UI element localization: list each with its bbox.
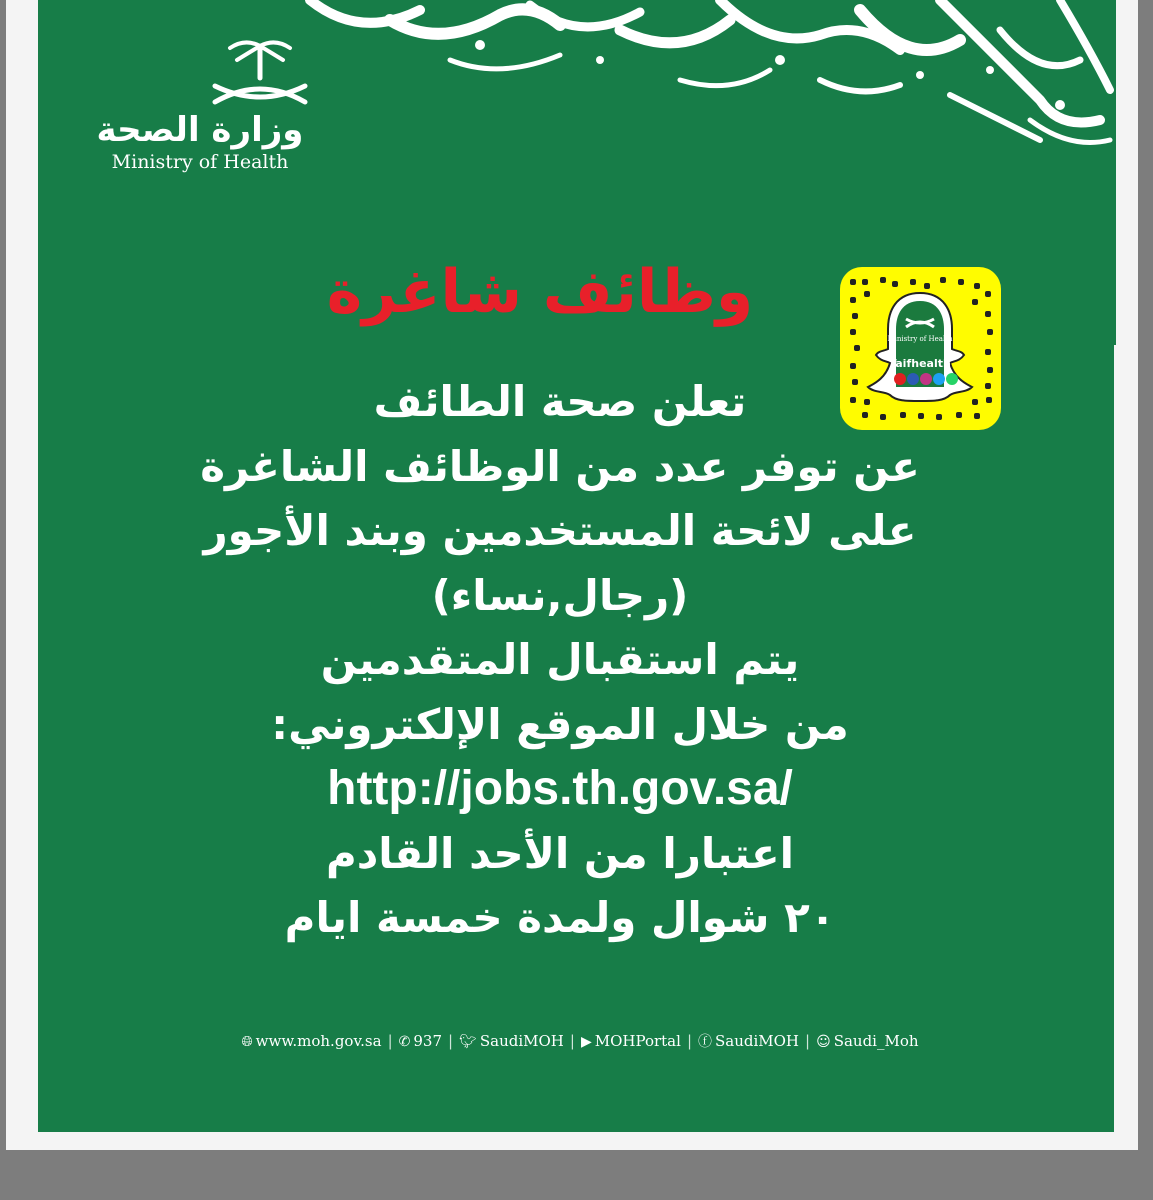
footer-separator: | [805, 1032, 811, 1050]
footer-separator: | [569, 1032, 575, 1050]
footer-item-website[interactable]: 🌐︎ www.moh.gov.sa [241, 1032, 382, 1050]
page-title: وظائف شاغرة [326, 257, 754, 327]
footer-item-youtube[interactable]: ▶ MOHPortal [580, 1032, 681, 1050]
snapchat-icon: ☺ [816, 1034, 831, 1050]
announcement-body [40, 370, 1080, 951]
palm-swords-emblem-icon [205, 38, 315, 118]
frame-right [1138, 0, 1153, 1200]
phone-icon: ✆ [398, 1034, 411, 1050]
body-line: ٢٠ شوال ولمدة خمسة ايام [284, 893, 836, 942]
logo-english-text: Ministry of Health [111, 151, 289, 173]
jobs-url-link[interactable]: http://jobs.th.gov.sa/ [327, 762, 793, 815]
snapcode-badge-text: Ministry of Health [887, 335, 953, 343]
footer-item-snapchat[interactable]: ☺ Saudi_Moh [816, 1032, 919, 1050]
footer-separator: | [448, 1032, 454, 1050]
footer-separator: | [387, 1032, 393, 1050]
logo-arabic-text: وزارة الصحة [96, 110, 304, 150]
footer-item-facebook[interactable]: ⓕ SaudiMOH [698, 1032, 800, 1050]
body-line: يتم استقبال المتقدمين [320, 635, 800, 684]
twitter-icon: 🐦︎ [459, 1034, 477, 1050]
body-line: (رجال,نساء) [431, 570, 689, 620]
footer-item-twitter[interactable]: 🐦︎ SaudiMOH [459, 1032, 564, 1050]
youtube-icon: ▶ [580, 1034, 592, 1050]
globe-icon: 🌐︎ [241, 1034, 253, 1050]
facebook-icon: ⓕ [698, 1034, 712, 1050]
ministry-logo [85, 38, 315, 178]
body-line: تعلن صحة الطائف [373, 377, 747, 426]
footer-contacts [210, 1027, 950, 1055]
body-line: من خلال الموقع الإلكتروني: [271, 699, 849, 749]
snapcode-handle: Taifhealth [889, 357, 951, 370]
footer-item-phone[interactable]: ✆ 937 [398, 1032, 443, 1050]
calligraphy-decoration [300, 0, 1116, 160]
footer-separator: | [686, 1032, 692, 1050]
body-line: اعتبارا من الأحد القادم [325, 828, 795, 878]
body-line: عن توفر عدد من الوظائف الشاغرة [200, 441, 920, 491]
frame-bottom [0, 1150, 1153, 1200]
body-line: على لائحة المستخدمين وبند الأجور [203, 506, 917, 555]
